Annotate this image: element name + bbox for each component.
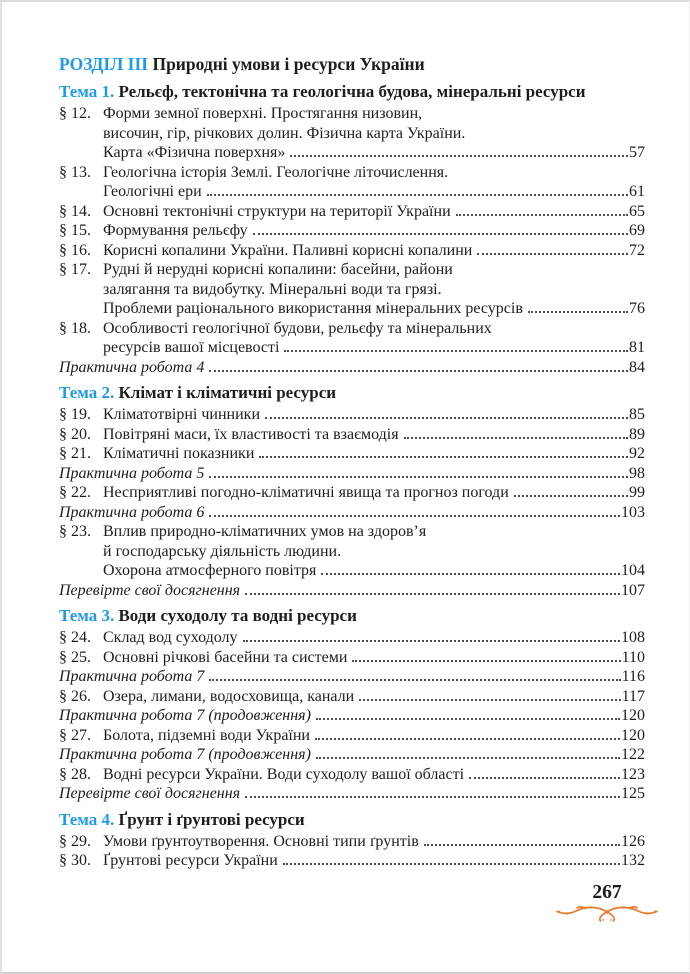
toc-entry-line [103, 202, 645, 222]
toc-entry-line [103, 832, 645, 852]
toc-entry-text: Практична робота 5 [59, 464, 205, 482]
dot-leader [283, 863, 620, 865]
toc-entry [59, 163, 645, 202]
toc-entry-practical [59, 581, 645, 601]
toc-entry-line [103, 182, 645, 202]
toc-entry-label: § 28. [59, 765, 91, 783]
dot-leader [469, 777, 620, 779]
dot-leader [265, 417, 628, 419]
dot-leader [321, 573, 620, 575]
page-ref: 65 [629, 202, 645, 220]
toc-entry [59, 202, 645, 222]
toc-entry [59, 483, 645, 503]
toc-entry-line [103, 299, 645, 319]
toc-theme-heading [59, 382, 645, 404]
page-ref: 89 [629, 425, 645, 443]
dot-leader [209, 515, 620, 517]
toc-entry-text: Практична робота 7 (продовження) [59, 746, 311, 763]
toc-entry-label: § 29. [59, 832, 91, 850]
dot-leader [259, 456, 628, 458]
toc-entry [59, 851, 645, 871]
dot-leader [209, 476, 628, 478]
page-ref: 103 [621, 503, 645, 521]
dot-leader [514, 495, 628, 497]
dot-leader [245, 796, 620, 798]
toc-entry [59, 726, 645, 746]
section-label: РОЗДІЛ ІІІ [59, 54, 153, 74]
toc-entry [59, 260, 645, 319]
page-ref: 116 [621, 668, 645, 685]
toc-entry-text: Основні річкові басейни та системи [103, 648, 348, 666]
toc-entry-text: Практична робота 7 (продовження) [59, 707, 311, 724]
toc-list [59, 52, 645, 871]
page-ref: 85 [629, 406, 645, 423]
toc-entry-text: височин, гір, річкових долин. Фізична карта України. [103, 124, 466, 142]
toc-entry-label: § 27. [59, 726, 91, 744]
dot-leader [528, 311, 628, 313]
page-ref: 104 [621, 562, 645, 579]
toc-entry-text: ресурсів вашої місцевості [103, 339, 280, 356]
toc-entry-text: Повітряні маси, їх властивості та взаємодія [103, 425, 399, 443]
toc-entry-label: § 16. [59, 241, 91, 259]
page-ref: 76 [629, 300, 645, 317]
toc-entry-line [103, 280, 645, 300]
toc-entry-text: Практична робота 6 [59, 503, 205, 521]
page-ref: 57 [629, 144, 645, 161]
toc-entry-line [103, 561, 645, 581]
toc-entry-label: § 26. [59, 687, 91, 705]
toc-entry-label: § 21. [59, 445, 91, 462]
page-ref: 72 [629, 241, 645, 259]
toc-entry [59, 405, 645, 425]
toc-entry-line [103, 163, 645, 183]
toc-entry-text: Несприятливі погодно-кліматичні явища та прогноз погоди [103, 484, 509, 501]
dot-leader [253, 233, 628, 235]
dot-leader [352, 660, 620, 662]
dot-leader [284, 350, 628, 352]
toc-entry-text: Карта «Фізична поверхня» [103, 144, 286, 161]
page-ref: 120 [621, 726, 645, 744]
page-ref: 98 [629, 464, 645, 482]
toc-entry-label: § 30. [59, 852, 91, 869]
dot-leader [207, 194, 628, 196]
toc-entry-label: § 22. [59, 484, 91, 501]
toc-entry-practical [59, 667, 645, 687]
toc-entry-line [103, 260, 645, 280]
toc-entry-text: Перевірте свої досягнення [59, 785, 241, 802]
toc-entry [59, 522, 645, 581]
toc-section-heading [59, 52, 645, 76]
toc-entry-label: § 15. [59, 222, 91, 239]
dot-leader [243, 640, 620, 642]
theme-label: Тема 1. [59, 82, 119, 101]
toc-entry-label: § 19. [59, 406, 91, 423]
page-ref: 123 [621, 765, 645, 783]
toc-entry [59, 687, 645, 707]
toc-theme-heading [59, 81, 645, 103]
toc-entry [59, 444, 645, 464]
page-ref: 117 [621, 687, 645, 705]
toc-entry-line [103, 338, 645, 358]
page-ref: 122 [621, 746, 645, 763]
toc-entry-line [103, 221, 645, 241]
toc-entry-text: Озера, лимани, водосховища, канали [103, 687, 355, 705]
toc-entry-label: § 14. [59, 202, 91, 220]
toc-entry-text: Перевірте свої досягнення [59, 581, 241, 599]
toc-entry-line [103, 241, 645, 261]
toc-entry-line [103, 542, 645, 562]
page-ref: 92 [629, 445, 645, 462]
dot-leader [456, 214, 628, 216]
toc-entry-text: Формування рельєфу [103, 222, 248, 239]
toc-entry-practical [59, 745, 645, 765]
toc-entry-text: Форми земної поверхні. Простягання низовин, [103, 105, 423, 122]
theme-label: Тема 2. [59, 383, 119, 402]
page-ref: 61 [629, 183, 645, 200]
toc-theme-heading [59, 809, 645, 831]
toc-entry [59, 104, 645, 163]
page-ref: 84 [629, 358, 645, 376]
toc-entry-text: Практична робота 7 [59, 668, 205, 685]
toc-entry-line [103, 444, 645, 464]
toc-entry-text: Кліматичні показники [103, 445, 255, 462]
page-ref: 110 [621, 648, 645, 666]
section-title: Природні умови і ресурси України [152, 54, 425, 74]
toc-entry-text: залягання та видобутку. Мінеральні води та грязі. [103, 280, 442, 298]
toc-entry-label: § 24. [59, 629, 91, 646]
toc-entry-text: й господарську діяльність людини. [103, 542, 342, 560]
dot-leader [316, 718, 620, 720]
toc-entry-line [103, 765, 645, 785]
dot-leader [290, 155, 628, 157]
toc-entry-text: Охорона атмосферного повітря [103, 562, 317, 579]
toc-theme-heading [59, 605, 645, 627]
toc-entry-text: Проблеми раціонального використання мінеральних ресурсів [103, 300, 523, 317]
toc-entry-practical [59, 784, 645, 804]
toc-entry-text: Геологічні ери [103, 183, 202, 200]
toc-entry-line [103, 425, 645, 445]
toc-entry-text: Болота, підземні води України [103, 726, 310, 744]
dot-leader [209, 679, 620, 681]
dot-leader [404, 437, 628, 439]
page-ref: 69 [629, 222, 645, 239]
toc-entry-line [103, 522, 645, 542]
page-ref: 126 [621, 832, 645, 850]
toc-entry-label: § 23. [59, 523, 91, 540]
page-footer [551, 883, 663, 928]
toc-entry-line [103, 405, 645, 425]
page-ref: 108 [621, 629, 645, 646]
toc-entry-line [103, 648, 645, 668]
theme-title: Води суходолу та водні ресурси [118, 606, 357, 625]
theme-label: Тема 3. [59, 606, 119, 625]
toc-entry-practical [59, 358, 645, 378]
dot-leader [316, 757, 620, 759]
toc-entry-text: Особливості геологічної будови, рельєфу та мінеральних [103, 319, 492, 337]
toc-entry-text: Кліматотвірні чинники [103, 406, 261, 423]
toc-entry-text: Ґрунтові ресурси України [103, 852, 278, 869]
toc-entry-text: Умови ґрунтоутворення. Основні типи ґрунтів [103, 832, 419, 850]
toc-entry-label: § 17. [59, 261, 91, 278]
toc-entry [59, 221, 645, 241]
toc-entry-line [103, 319, 645, 339]
page-ref: 120 [621, 707, 645, 724]
page-number: 267 [592, 882, 622, 903]
toc-entry-text: Водні ресурси України. Води суходолу вашої області [103, 765, 465, 783]
theme-label: Тема 4. [59, 809, 119, 829]
theme-title: Ґрунт і ґрунтові ресурси [118, 809, 305, 829]
toc-entry-label: § 13. [59, 163, 91, 181]
toc-entry-label: § 25. [59, 648, 91, 666]
toc-entry [59, 628, 645, 648]
dot-leader [477, 253, 628, 255]
toc-entry [59, 765, 645, 785]
theme-title: Рельєф, тектонічна та геологічна будова, мінеральні ресурси [118, 82, 586, 101]
toc-entry-label: § 20. [59, 425, 91, 443]
toc-entry-line [103, 143, 645, 163]
page-ref: 132 [621, 852, 645, 869]
toc-entry-line [103, 104, 645, 124]
toc-entry-text: Вплив природно-кліматичних умов на здоров’я [103, 523, 427, 540]
page-ref: 99 [629, 484, 645, 501]
toc-entry-line [103, 687, 645, 707]
page-ref: 125 [621, 785, 645, 802]
toc-entry-text: Практична робота 4 [59, 358, 205, 376]
toc-entry [59, 319, 645, 358]
toc-entry [59, 832, 645, 852]
toc-entry-label: § 18. [59, 319, 91, 337]
toc-entry-text: Геологічна історія Землі. Геологічне літочислення. [103, 163, 449, 181]
toc-entry-text: Рудні й нерудні корисні копалини: басейни, райони [103, 261, 453, 278]
page-ref: 81 [629, 339, 645, 356]
toc-entry-text: Основні тектонічні структури на території України [103, 202, 451, 220]
theme-title: Клімат і кліматичні ресурси [118, 383, 337, 402]
dot-leader [359, 699, 620, 701]
toc-entry-line [103, 483, 645, 503]
toc-entry-line [103, 124, 645, 144]
dot-leader [245, 593, 620, 595]
toc-entry-text: Склад вод суходолу [103, 629, 238, 646]
toc-entry-practical [59, 706, 645, 726]
dot-leader [315, 738, 620, 740]
toc-entry [59, 425, 645, 445]
toc-entry [59, 648, 645, 668]
toc-entry-line [103, 726, 645, 746]
toc-entry-line [103, 851, 645, 871]
page-ref: 107 [621, 581, 645, 599]
dot-leader [424, 844, 620, 846]
toc-entry-line [103, 628, 645, 648]
toc-entry-practical [59, 503, 645, 523]
dot-leader [209, 370, 628, 372]
ornament-flourish-icon [551, 903, 663, 928]
toc-entry [59, 241, 645, 261]
toc-entry-label: § 12. [59, 105, 91, 122]
toc-entry-text: Корисні копалини України. Паливні корисні копалини [103, 241, 473, 259]
toc-entry-practical [59, 464, 645, 484]
